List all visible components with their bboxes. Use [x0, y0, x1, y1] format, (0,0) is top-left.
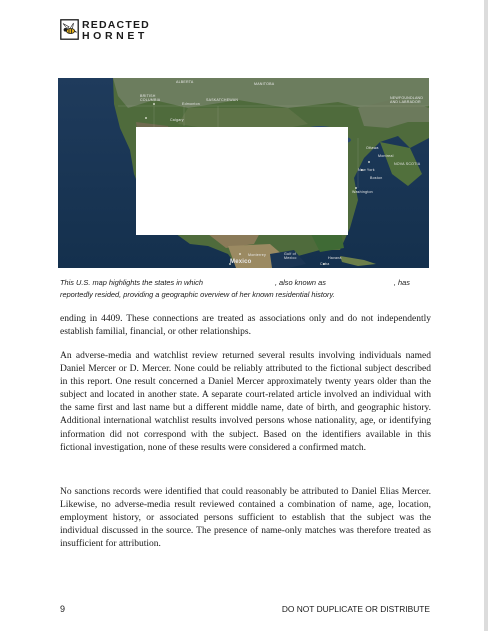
map-label-ottawa: Ottawa: [366, 146, 379, 150]
map-label-washington: Washington: [352, 190, 373, 194]
map-label-cuba: Cuba: [320, 262, 330, 266]
map-label-boston: Boston: [370, 176, 383, 180]
map-label-mexico: Mexico: [230, 259, 252, 265]
paragraph-associations: ending in 4409. These connections are treated as associations only and do not independently establish familial, financial, or other relationships.: [60, 314, 431, 338]
map-label-monterrey: Monterrey: [248, 253, 266, 257]
map-label-new-york: New York: [358, 168, 375, 172]
map-label-manitoba: MANITOBA: [254, 82, 275, 86]
redaction-block: [136, 127, 348, 235]
logo: [60, 19, 170, 41]
page-number: 9: [60, 604, 66, 614]
caption-part2: , also known as: [274, 278, 326, 287]
map-image: [58, 78, 429, 268]
map-label-montreal: Montreal: [378, 154, 394, 158]
map-label-newfoundland: NEWFOUNDLAND AND LABRADOR: [390, 96, 424, 104]
map-label-gulf-of-mexico: Gulf of Mexico: [284, 252, 297, 260]
map-label-nova-scotia: NOVA SCOTIA: [394, 162, 421, 166]
map-label-edmonton: Edmonton: [182, 102, 200, 106]
paragraph-sanctions: No sanctions records were identified that could reasonably be attributed to Daniel Elias Mercer. Likewise, no adverse-media result reviewed contained a combination of name, age, location, employment history, or associated persons sufficient to establish that the subject was the individual discussed in the source. The presence of name-only matches was therefore treated as insufficient for attribution.: [60, 487, 431, 550]
map-label-alberta: ALBERTA: [176, 80, 194, 84]
map-label-saskatchewan: SASKATCHEWAN: [206, 98, 239, 102]
map-caption: [60, 277, 432, 300]
hornet-icon: [60, 19, 79, 40]
map-label-calgary: Calgary: [170, 118, 184, 122]
caption-part3: , has reportedly resided, providing a geographic overview of her known residential history.: [60, 278, 410, 299]
distribution-notice: DO NOT DUPLICATE OR DISTRIBUTE: [281, 604, 430, 614]
map-label-british-columbia: BRITISH COLUMBIA: [140, 94, 161, 102]
map-label-havana: Havana: [328, 256, 342, 260]
paragraph-adverse-media: An adverse-media and watchlist review returned several results involving individuals named Daniel Mercer or D. Mercer. None could be reliably attributed to the fictional subject described in this report. One result concerned a Daniel Mercer approximately twenty years older than the subject and located in another state. A separate court-related article involved an individual with the same first and last name but a different middle name, date of birth, and geographic history. Additional international watchlist results involved persons whose nationality, age, or identifying information did not correspond with the subject. Based on the identifiers available in this fictional investigation, none of these results were considered a confirmed match.: [60, 351, 431, 453]
logo-text-line2: HORNET: [82, 30, 148, 42]
logo-text-line1: REDACTED: [82, 19, 150, 31]
caption-part1: This U.S. map highlights the states in which: [60, 278, 203, 287]
page-edge: [484, 0, 488, 631]
